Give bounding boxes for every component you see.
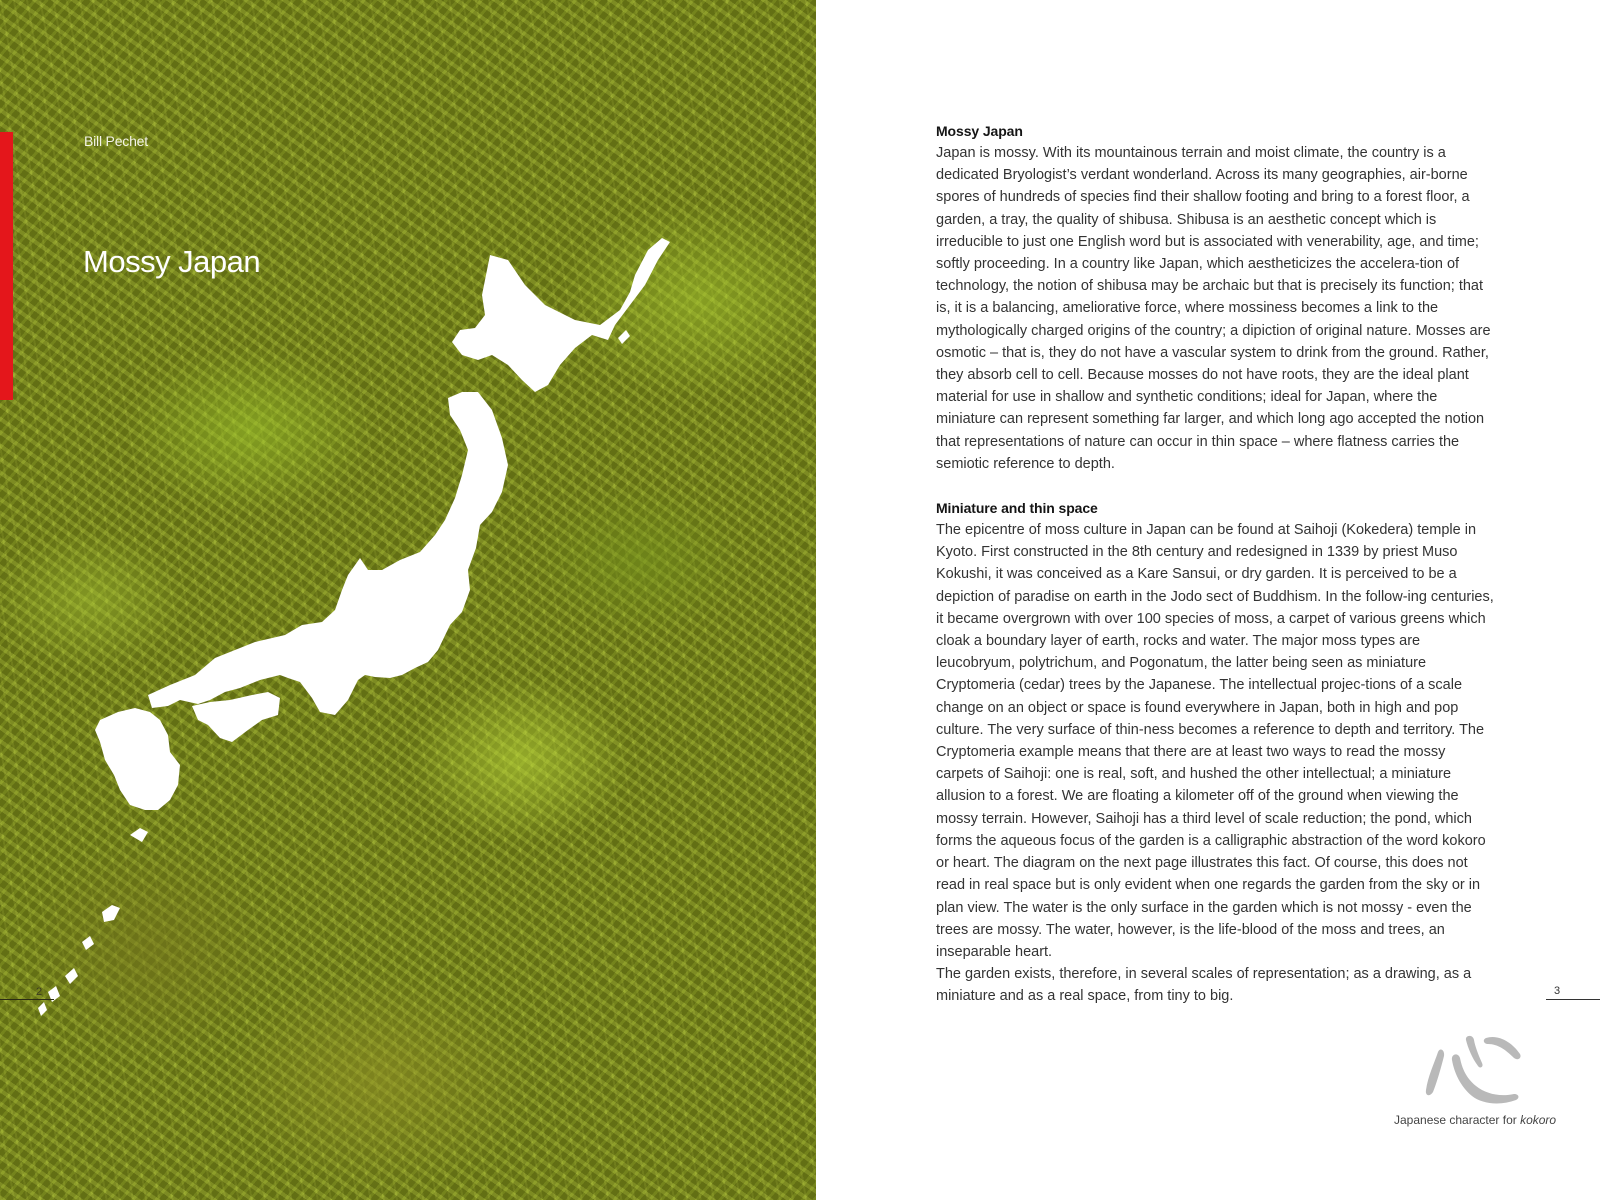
article-column bbox=[936, 120, 1496, 1008]
page-number-rule bbox=[1546, 999, 1600, 1000]
section-miniature bbox=[936, 497, 1496, 1007]
section-body-miniature: The epicentre of moss culture in Japan can be found at Saihoji (Kokedera) temple in Kyoto. First constructed in the 8th century and redesigned in 1339 by priest Muso Kokushi, it was conceived as a Kare Sansui, or dry garden. It is perceived to be a depiction of paradise on earth in the Jodo sect of Buddhism. In the follow-ing centuries, it became overgrown with over 100 species of moss, a carpet of various greens which cloak a boundary layer of earth, rocks and water. The major moss types are leucobryum, polytrichum, and Pogonatum, the latter being seen as miniature Cryptomeria (cedar) trees by the Japanese. The intellectual projec-tions of a scale change on an object or space is found everywhere in Japan, both in high and pop culture. The very surface of thin-ness becomes a reference to depth and territory. The Cryptomeria example means that there are at least two ways to read the mossy carpets of Saihoji: one is real, soft, and hushed the other intellectual; a miniature allusion to a forest. We are floating a kilometer off of the ground when viewing the mossy terrain. However, Saihoji has a third level of scale reduction; the pond, which forms the aqueous focus of the garden is a calligraphic abstraction of the word kokoro or heart. The diagram on the next page illustrates this fact. Of course, this does not read in real space but is only evident when one regards the garden from the sky or in plan view. The water is the only surface in the garden which is not mossy - even the trees are mossy. The water, however, is the life-blood of the moss and trees, an inseparable heart. bbox=[936, 522, 1494, 960]
section-heading-mossy-japan: Mossy Japan bbox=[936, 123, 1023, 139]
kokoro-caption bbox=[1394, 1113, 1556, 1127]
section-body-mossy-japan: Japan is mossy. With its mountainous terrain and moist climate, the country is a dedicated Bryologist’s verdant wonderland. Across its many geographies, air-borne spores of hundreds of species find their shallow footing and bring to a forest floor, a garden, a tray, the quality of shibusa. Shibusa is an aesthetic concept which is irreducible to just one English word but is associated with venerability, age, and time; softly proceeding. In a country like Japan, which aestheticizes the accelera-tion of technology, the notion of shibusa may be archaic but that is precisely its function; that is, it is a balancing, ameliorative force, where mossiness becomes a link to the mythologically charged origins of the country; a dipiction of original nature. Mosses are osmotic – that is, they do not have a vascular system to drink from the ground. Rather, they absorb cell to cell. Because mosses do not have roots, they are the ideal plant material for use in shallow and synthetic conditions; ideal for Japan, where the miniature can represent something far larger, and which long ago accepted the notion that representations of nature can occur in thin space – where flatness carries the semiotic reference to depth. bbox=[936, 145, 1491, 472]
kokoro-character-icon bbox=[1424, 1034, 1524, 1106]
page-number: 2 bbox=[36, 986, 43, 998]
caption-text: Japanese character for bbox=[1394, 1113, 1521, 1127]
text-page bbox=[816, 0, 1600, 1200]
caption-kokoro-word: kokoro bbox=[1520, 1113, 1557, 1127]
section-closing-paragraph: The garden exists, therefore, in several scales of representation; as a drawing, as a miniature and as a real space, from tiny to big. bbox=[936, 966, 1472, 1005]
author-name: Bill Pechet bbox=[84, 133, 148, 149]
page-title: Mossy Japan bbox=[83, 244, 261, 279]
page-number: 3 bbox=[1554, 985, 1561, 997]
page-number-rule bbox=[0, 999, 54, 1000]
japan-map-icon bbox=[30, 230, 690, 1030]
accent-red-bar bbox=[0, 132, 13, 400]
section-heading-miniature: Miniature and thin space bbox=[936, 500, 1098, 517]
